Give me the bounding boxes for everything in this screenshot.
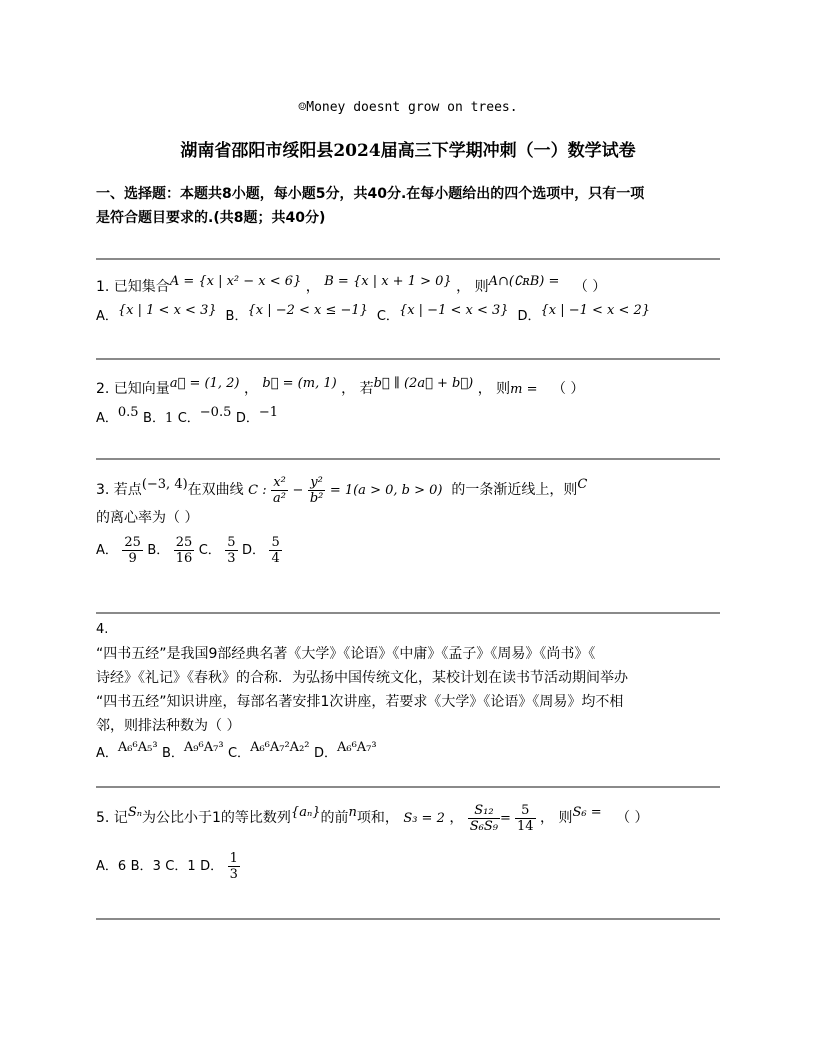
q1-comma: ， bbox=[305, 279, 320, 295]
q3-a2: a² bbox=[273, 490, 286, 506]
q5-sn: Sₙ bbox=[127, 805, 142, 820]
q2-option-c: −0.5 bbox=[199, 405, 232, 420]
q4-line3: “四书五经”知识讲座，每部名著安排1次讲座，若要求《大学》《论语》《周易》均不相 bbox=[96, 694, 624, 710]
q5-answer-blank: （ ） bbox=[616, 810, 649, 826]
q3-option-a bbox=[122, 535, 143, 566]
q5-s3: S₃ = 2 bbox=[403, 811, 445, 826]
q4-option-c: A₆⁶A₇²A₂² bbox=[250, 740, 310, 755]
q5-option-d-label: D． bbox=[200, 859, 224, 874]
q5-option-b-label: B． bbox=[130, 859, 153, 874]
motto-text: ☺Money doesnt grow on trees. bbox=[298, 100, 518, 115]
q3-y2: y² bbox=[308, 475, 326, 491]
q3-option-a-label: A． bbox=[96, 543, 118, 558]
page-title: 湖南省邵阳市绥阳县2024届高三下学期冲刺（一）数学试卷 bbox=[180, 141, 636, 161]
q1-option-a-label: A． bbox=[96, 309, 118, 324]
q4-line2: 诗经》《礼记》《春秋》的合称．为弘扬中国传统文化，某校计划在读书节活动期间举办 bbox=[96, 670, 628, 686]
q3-option-c-num: 5 bbox=[227, 534, 236, 550]
section-heading-line2: 是符合题目要求的.(共8题；共40分) bbox=[96, 210, 326, 226]
q5-ratio bbox=[468, 803, 500, 834]
divider bbox=[96, 458, 720, 460]
q2-option-b: 1 bbox=[164, 411, 174, 426]
q2-m: m = bbox=[510, 382, 538, 397]
q2-option-c-label: C． bbox=[177, 411, 200, 426]
q1-option-c: {x | −1 < x < 3} bbox=[398, 303, 509, 318]
question-4 bbox=[96, 618, 726, 768]
q5-option-a: 6 bbox=[117, 859, 127, 874]
q4-option-a: A₆⁶A₅³ bbox=[117, 740, 158, 755]
q3-option-b bbox=[174, 535, 195, 566]
q2-option-b-label: B． bbox=[143, 411, 165, 426]
q3-frac-x bbox=[271, 475, 288, 506]
q2-option-a-label: A． bbox=[96, 411, 118, 426]
q2-then: ， 则 bbox=[477, 381, 511, 397]
q2-option-a: 0.5 bbox=[117, 405, 139, 420]
q2-option-d: −1 bbox=[258, 405, 278, 420]
q3-point: (−3, 4) bbox=[141, 477, 188, 492]
q5-option-d-den: 3 bbox=[229, 866, 238, 882]
q5-ratio-den: S₆S₉ bbox=[469, 818, 498, 834]
q3-option-d-label: D． bbox=[242, 543, 266, 558]
q5-ratio-value bbox=[515, 803, 536, 834]
q1-set-b: B = {x | x + 1 > 0} bbox=[324, 274, 452, 289]
q4-option-d-label: D． bbox=[313, 746, 337, 761]
q5-comma: ， bbox=[449, 810, 464, 826]
q4-option-b-label: B． bbox=[161, 746, 184, 761]
q3-option-c-den: 3 bbox=[227, 550, 236, 566]
q4-line4: 邻，则排法种数为（ ） bbox=[96, 718, 241, 734]
q3-tail: 的一条渐近线上，则 bbox=[451, 482, 578, 498]
q2-stem: 2. 已知向量 bbox=[96, 381, 170, 397]
q3-option-c bbox=[225, 535, 237, 566]
divider bbox=[96, 786, 720, 788]
q5-option-c-label: C． bbox=[165, 859, 188, 874]
q4-line1: “四书五经”是我国9部经典名著《大学》《论语》《中庸》《孟子》《周易》《尚书》《 bbox=[96, 646, 596, 662]
q3-line2: 的离心率为（ ） bbox=[96, 510, 199, 526]
q2-answer-blank: （ ） bbox=[551, 381, 585, 397]
q1-option-b: {x | −2 < x ≤ −1} bbox=[247, 303, 368, 318]
q5-text1: 为公比小于1的等比数列 bbox=[142, 810, 291, 826]
q5-text2: 的前 bbox=[320, 810, 349, 826]
q1-option-b-label: B． bbox=[225, 309, 248, 324]
q5-value-num: 5 bbox=[515, 803, 536, 819]
q4-option-d: A₆⁶A₇³ bbox=[336, 740, 377, 755]
question-5 bbox=[96, 792, 726, 888]
q2-if: ， 若 bbox=[341, 381, 374, 397]
q1-set-a: A = {x | x² − x < 6} bbox=[169, 274, 302, 289]
q3-minus: − bbox=[292, 483, 304, 498]
q4-option-c-label: C． bbox=[227, 746, 251, 761]
q3-option-d-num: 5 bbox=[271, 534, 280, 550]
q2-comma: ， bbox=[243, 381, 258, 397]
q5-value-den: 14 bbox=[517, 818, 534, 834]
divider bbox=[96, 258, 720, 260]
q1-option-d: {x | −1 < x < 2} bbox=[540, 303, 651, 318]
q2-vector-a: a⃗ = (1, 2) bbox=[169, 376, 240, 391]
q3-option-c-label: C． bbox=[198, 543, 221, 558]
q1-option-d-label: D． bbox=[517, 309, 541, 324]
q5-option-d bbox=[228, 851, 240, 882]
q5-option-a-label: A． bbox=[96, 859, 118, 874]
section-heading bbox=[96, 182, 726, 230]
q5-stem: 5. 记 bbox=[96, 810, 128, 826]
q3-option-d-den: 4 bbox=[271, 550, 280, 566]
divider bbox=[96, 612, 720, 614]
q3-curve-label: C : bbox=[248, 483, 267, 498]
question-2 bbox=[96, 372, 726, 430]
q3-option-b-den: 16 bbox=[175, 550, 193, 566]
q4-option-b: A₉⁶A₇³ bbox=[183, 740, 224, 755]
q1-answer-blank: （ ） bbox=[573, 279, 607, 295]
q5-an: {aₙ} bbox=[290, 805, 321, 820]
q1-expression: A∩(∁ʀB) = bbox=[488, 274, 560, 289]
divider bbox=[96, 918, 720, 920]
q5-option-d-num: 1 bbox=[229, 850, 238, 866]
q2-option-d-label: D． bbox=[235, 411, 259, 426]
q5-ratio-num: S₁₂ bbox=[468, 803, 500, 819]
q3-option-b-num: 25 bbox=[175, 534, 193, 550]
q3-x2: x² bbox=[271, 475, 288, 491]
q4-number: 4. bbox=[96, 622, 109, 637]
q5-equals: = bbox=[500, 811, 516, 826]
q5-option-b: 3 bbox=[152, 859, 161, 874]
q5-s6: S₆ = bbox=[572, 805, 602, 820]
q5-then: ， 则 bbox=[540, 810, 573, 826]
q4-option-a-label: A． bbox=[96, 746, 118, 761]
q3-option-a-den: 9 bbox=[128, 550, 137, 566]
q3-stem: 3. 若点 bbox=[96, 482, 142, 498]
q3-b2: b² bbox=[309, 490, 324, 506]
q3-on: 在双曲线 bbox=[187, 482, 244, 498]
question-3 bbox=[96, 466, 726, 572]
q3-option-d bbox=[269, 535, 281, 566]
q2-condition: b⃗ ∥ (2a⃗ + b⃗) bbox=[373, 376, 474, 391]
q1-then: ， 则 bbox=[456, 279, 489, 295]
q1-option-a: {x | 1 < x < 3} bbox=[117, 303, 217, 318]
q3-frac-y bbox=[308, 475, 326, 506]
q1-option-c-label: C． bbox=[376, 309, 399, 324]
q5-option-c: 1 bbox=[187, 859, 196, 874]
q3-option-b-label: B． bbox=[147, 543, 170, 558]
q5-text3: 项和， bbox=[356, 810, 399, 826]
q2-vector-b: b⃗ = (m, 1) bbox=[262, 376, 337, 391]
q1-stem: 1. 已知集合 bbox=[96, 279, 170, 295]
question-1 bbox=[96, 270, 726, 328]
section-heading-line1: 一、选择题：本题共8小题，每小题5分，共40分.在每小题给出的四个选项中，只有一项 bbox=[96, 186, 645, 202]
q3-c: C bbox=[577, 477, 588, 492]
q3-curve-eq: = 1(a > 0, b > 0) bbox=[329, 483, 443, 498]
divider bbox=[96, 358, 720, 360]
q3-option-a-num: 25 bbox=[124, 534, 141, 550]
q5-n: n bbox=[348, 805, 357, 820]
